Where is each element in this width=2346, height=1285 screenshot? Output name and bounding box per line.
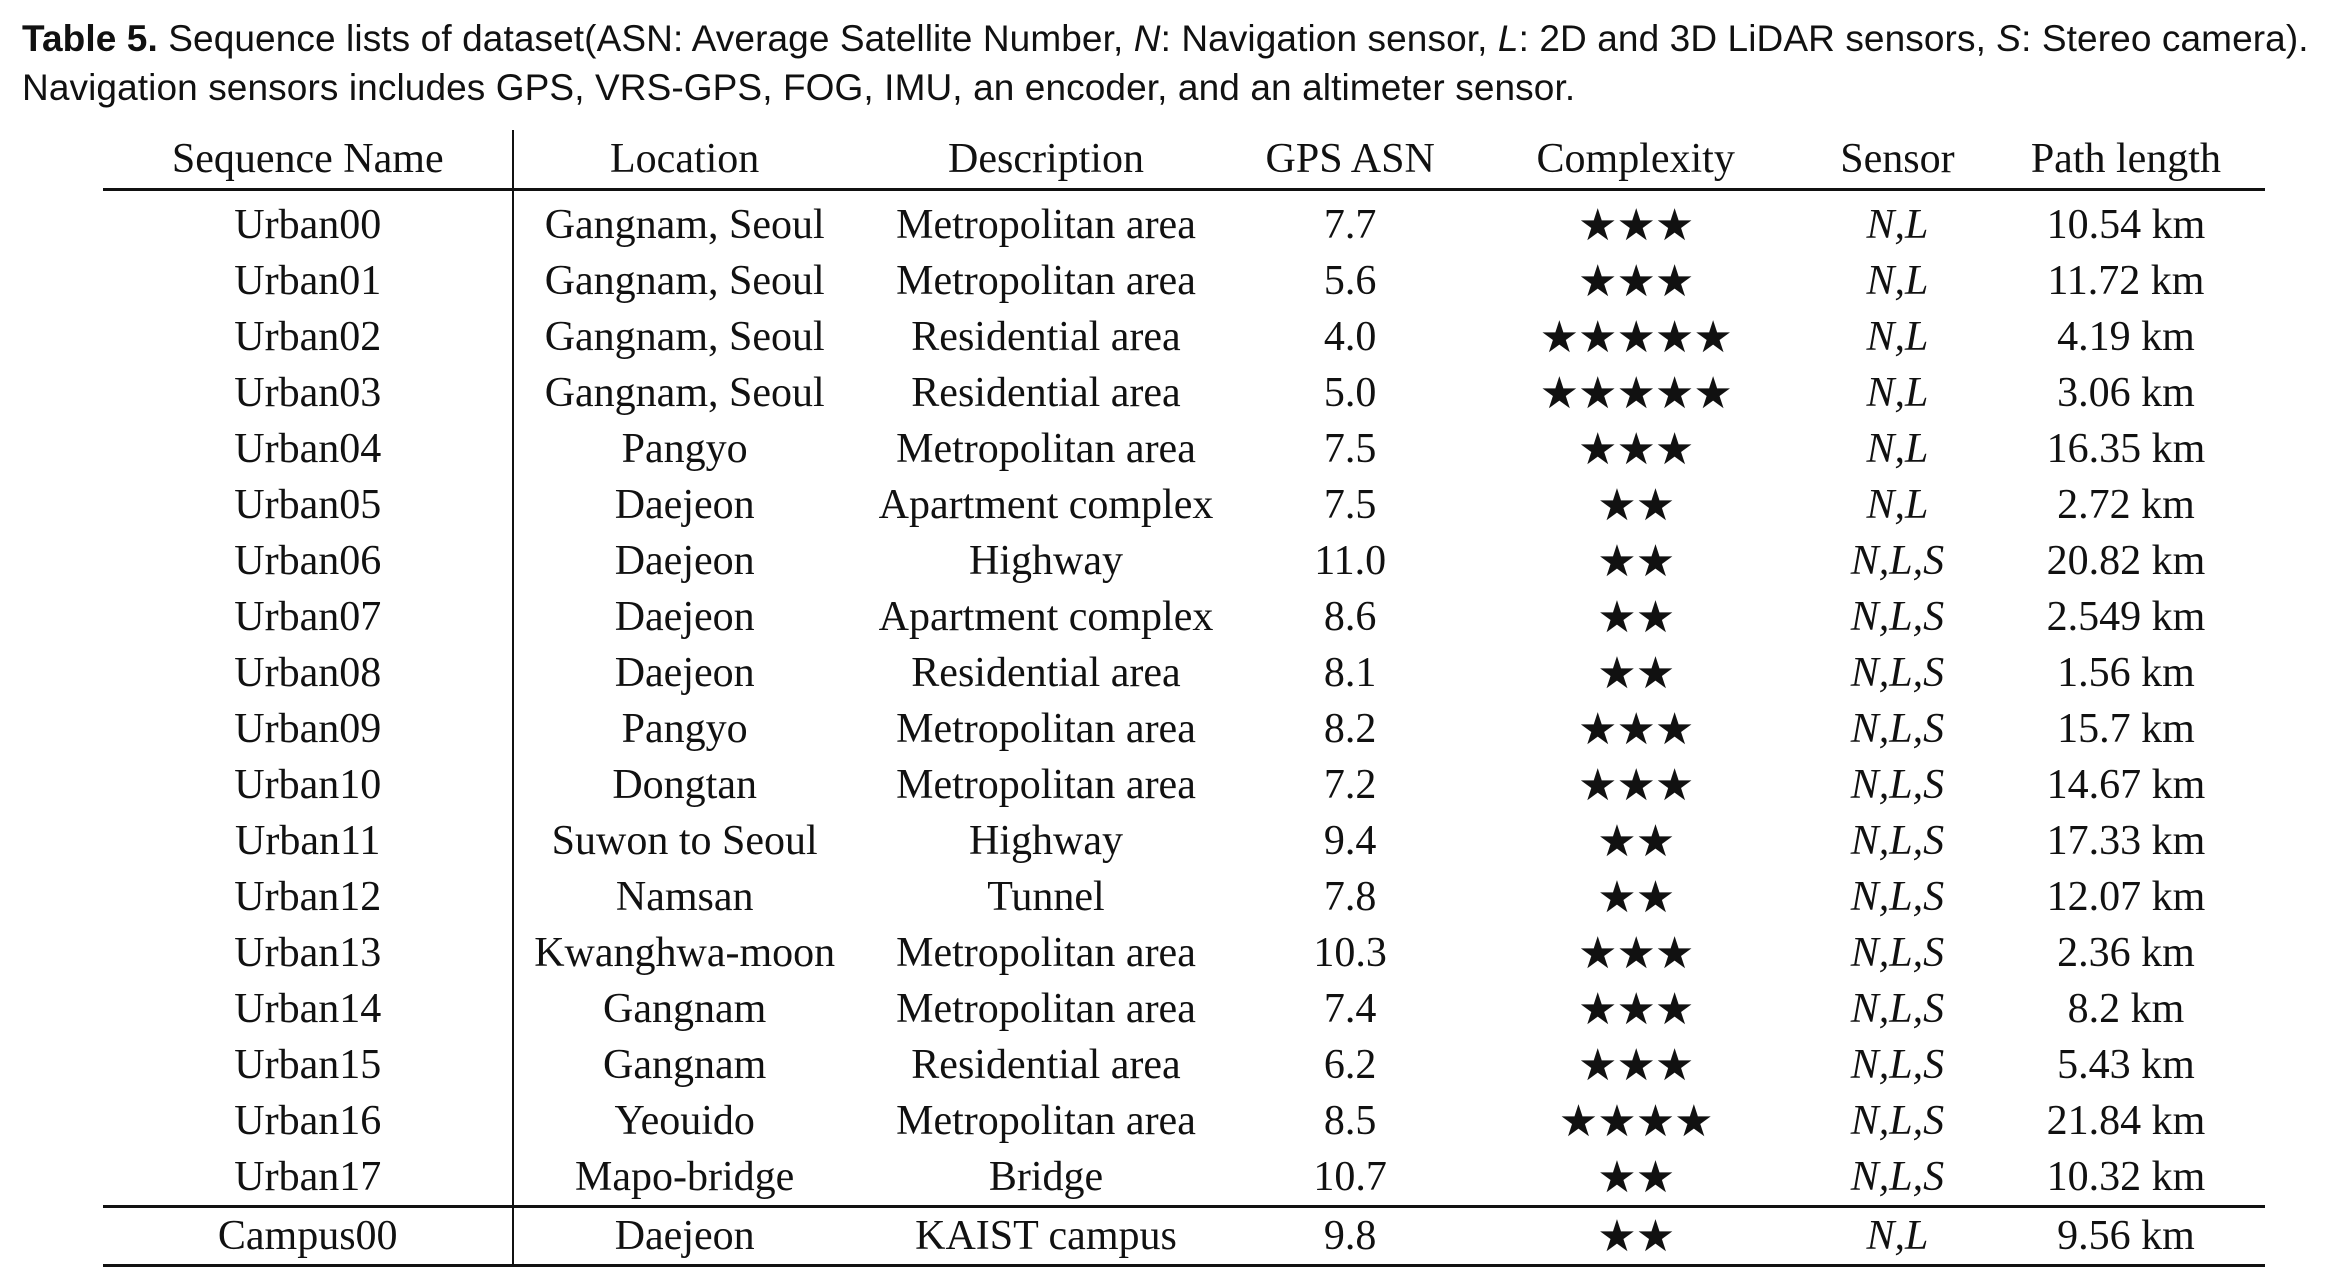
cell-description: Residential area	[911, 314, 1181, 360]
cell-location: Daejeon	[614, 594, 755, 640]
table-row	[103, 365, 2265, 421]
cell-path-length: 14.67 km	[2046, 762, 2206, 808]
table-row	[103, 477, 2265, 533]
cell-gps-asn: 10.7	[1313, 1154, 1387, 1200]
cell-sensor: N,L,S	[1850, 986, 1945, 1032]
cell-description: Metropolitan area	[896, 1098, 1196, 1144]
cell-sensor: N,L	[1866, 202, 1929, 248]
cell-sequence-name: Campus00	[103, 1207, 513, 1266]
cell-location: Pangyo	[621, 706, 748, 752]
table-caption	[22, 14, 2332, 112]
table-row	[103, 925, 2265, 981]
table-row	[103, 757, 2265, 813]
cell-location: Gangnam	[603, 1042, 767, 1088]
cell-complexity-stars: ★★	[1597, 479, 1675, 531]
cell-sensor: N,L,S	[1850, 1098, 1945, 1144]
cell-sensor: N,L	[1866, 258, 1929, 304]
caption-label: Table 5.	[22, 18, 158, 59]
cell-sequence-name: Urban04	[103, 421, 513, 477]
cell-path-length: 2.549 km	[2046, 594, 2206, 640]
header-description: Description	[855, 130, 1237, 190]
cell-description: Metropolitan area	[896, 426, 1196, 472]
cell-sequence-name: Urban03	[103, 365, 513, 421]
cell-sensor: N,L,S	[1850, 874, 1945, 920]
table-row	[103, 421, 2265, 477]
cell-sequence-name: Urban08	[103, 645, 513, 701]
cell-gps-asn: 9.4	[1323, 818, 1377, 864]
cell-path-length: 5.43 km	[2057, 1042, 2195, 1088]
cell-sequence-name: Urban05	[103, 477, 513, 533]
cell-complexity-stars: ★★	[1597, 871, 1675, 923]
cell-location: Gangnam, Seoul	[544, 202, 825, 248]
header-path-length: Path length	[1987, 130, 2265, 190]
cell-description: Metropolitan area	[896, 258, 1196, 304]
cell-sensor: N,L	[1866, 314, 1929, 360]
cell-gps-asn: 6.2	[1323, 1042, 1377, 1088]
cell-description: Metropolitan area	[896, 762, 1196, 808]
cell-description: Residential area	[911, 370, 1181, 416]
cell-sequence-name: Urban10	[103, 757, 513, 813]
cell-gps-asn: 7.7	[1323, 202, 1377, 248]
cell-path-length: 2.72 km	[2057, 482, 2195, 528]
cell-location: Kwanghwa-moon	[534, 930, 836, 976]
cell-description: Highway	[969, 818, 1123, 864]
cell-path-length: 21.84 km	[2046, 1098, 2206, 1144]
cell-complexity-stars: ★★	[1597, 1151, 1675, 1203]
cell-gps-asn: 7.8	[1323, 874, 1377, 920]
cell-location: Pangyo	[621, 426, 748, 472]
cell-sensor: N,L,S	[1850, 650, 1945, 696]
cell-gps-asn: 8.5	[1323, 1098, 1377, 1144]
cell-sensor: N,L	[1866, 482, 1929, 528]
cell-sensor: N,L,S	[1850, 818, 1945, 864]
table-row	[103, 813, 2265, 869]
cell-complexity-stars: ★★★	[1578, 255, 1694, 307]
cell-location: Gangnam, Seoul	[544, 314, 825, 360]
cell-sensor: N,L	[1808, 1207, 1987, 1266]
cell-description: Residential area	[911, 1042, 1181, 1088]
cell-sequence-name: Urban17	[103, 1149, 513, 1207]
cell-description: Tunnel	[987, 874, 1105, 920]
cell-complexity-stars: ★★★	[1578, 703, 1694, 755]
cell-location: Namsan	[615, 874, 754, 920]
cell-path-length: 12.07 km	[2046, 874, 2206, 920]
cell-sequence-name: Urban01	[103, 253, 513, 309]
cell-location: Gangnam	[603, 986, 767, 1032]
cell-sequence-name: Urban07	[103, 589, 513, 645]
cell-complexity-stars: ★★	[1597, 535, 1675, 587]
cell-description: Metropolitan area	[896, 202, 1196, 248]
table-row	[103, 1037, 2265, 1093]
cell-sequence-name: Urban09	[103, 701, 513, 757]
cell-description: Metropolitan area	[896, 986, 1196, 1032]
cell-complexity-stars: ★★	[1597, 647, 1675, 699]
cell-location: Gangnam, Seoul	[544, 370, 825, 416]
cell-path-length: 8.2 km	[2067, 986, 2185, 1032]
cell-description: Apartment complex	[878, 482, 1214, 528]
cell-description: KAIST campus	[855, 1207, 1237, 1266]
header-gps-asn: GPS ASN	[1237, 130, 1463, 190]
cell-description: Metropolitan area	[896, 930, 1196, 976]
table-row-campus	[103, 1207, 2265, 1266]
cell-sensor: N,L,S	[1850, 762, 1945, 808]
cell-path-length: 3.06 km	[2057, 370, 2195, 416]
cell-path-length: 2.36 km	[2057, 930, 2195, 976]
table-row	[103, 309, 2265, 365]
cell-complexity-stars: ★★★★	[1558, 1095, 1713, 1147]
cell-location: Suwon to Seoul	[551, 818, 818, 864]
table-row	[103, 253, 2265, 309]
cell-description: Highway	[969, 538, 1123, 584]
table-row	[103, 1093, 2265, 1149]
header-complexity: Complexity	[1463, 130, 1808, 190]
cell-sequence-name: Urban02	[103, 309, 513, 365]
cell-gps-asn: 7.2	[1323, 762, 1377, 808]
sequence-table	[103, 130, 2265, 1267]
cell-location: Mapo-bridge	[575, 1154, 795, 1200]
cell-complexity-stars: ★★	[1463, 1207, 1808, 1266]
cell-sequence-name: Urban11	[103, 813, 513, 869]
cell-gps-asn: 7.5	[1323, 426, 1377, 472]
header-sensor: Sensor	[1808, 130, 1987, 190]
table-body	[103, 190, 2265, 1207]
cell-path-length: 10.54 km	[2046, 202, 2206, 248]
cell-sequence-name: Urban13	[103, 925, 513, 981]
cell-description: Residential area	[911, 650, 1181, 696]
table-row	[103, 981, 2265, 1037]
cell-gps-asn: 5.0	[1323, 370, 1377, 416]
cell-sensor: N,L,S	[1850, 1154, 1945, 1200]
cell-sequence-name: Urban14	[103, 981, 513, 1037]
cell-complexity-stars: ★★★	[1578, 983, 1694, 1035]
cell-path-length: 9.56 km	[1987, 1207, 2265, 1266]
header-location: Location	[513, 130, 854, 190]
cell-sensor: N,L,S	[1850, 706, 1945, 752]
table-row	[103, 869, 2265, 925]
cell-path-length: 4.19 km	[2057, 314, 2195, 360]
cell-location: Dongtan	[612, 762, 757, 808]
cell-sensor: N,L,S	[1850, 1042, 1945, 1088]
cell-location: Daejeon	[614, 482, 755, 528]
table-row	[103, 701, 2265, 757]
cell-sequence-name: Urban16	[103, 1093, 513, 1149]
header-row	[103, 130, 2265, 190]
cell-location: Yeouido	[614, 1098, 755, 1144]
cell-sequence-name: Urban15	[103, 1037, 513, 1093]
cell-gps-asn: 8.1	[1323, 650, 1377, 696]
cell-complexity-stars: ★★★	[1578, 759, 1694, 811]
cell-gps-asn: 5.6	[1323, 258, 1377, 304]
cell-complexity-stars: ★★★	[1578, 1039, 1694, 1091]
table-row	[103, 533, 2265, 589]
cell-sequence-name: Urban06	[103, 533, 513, 589]
cell-path-length: 20.82 km	[2046, 538, 2206, 584]
table-row	[103, 645, 2265, 701]
table-row	[103, 589, 2265, 645]
cell-location: Daejeon	[614, 538, 755, 584]
cell-path-length: 16.35 km	[2046, 426, 2206, 472]
cell-complexity-stars: ★★★	[1578, 199, 1694, 251]
cell-description: Metropolitan area	[896, 706, 1196, 752]
table-row	[103, 1149, 2265, 1207]
cell-gps-asn: 9.8	[1237, 1207, 1463, 1266]
cell-location: Daejeon	[614, 650, 755, 696]
cell-location: Gangnam, Seoul	[544, 258, 825, 304]
cell-sensor: N,L,S	[1850, 594, 1945, 640]
cell-path-length: 1.56 km	[2057, 650, 2195, 696]
cell-gps-asn: 4.0	[1323, 314, 1377, 360]
cell-gps-asn: 10.3	[1313, 930, 1387, 976]
cell-location: Daejeon	[513, 1207, 854, 1266]
cell-complexity-stars: ★★	[1597, 591, 1675, 643]
cell-sequence-name: Urban00	[103, 190, 513, 254]
cell-path-length: 10.32 km	[2046, 1154, 2206, 1200]
cell-description: Apartment complex	[878, 594, 1214, 640]
cell-sensor: N,L,S	[1850, 538, 1945, 584]
cell-sequence-name: Urban12	[103, 869, 513, 925]
cell-gps-asn: 7.4	[1323, 986, 1377, 1032]
cell-sensor: N,L,S	[1850, 930, 1945, 976]
cell-gps-asn: 8.6	[1323, 594, 1377, 640]
cell-sensor: N,L	[1866, 426, 1929, 472]
cell-description: Bridge	[988, 1154, 1104, 1200]
cell-sensor: N,L	[1866, 370, 1929, 416]
cell-complexity-stars: ★★★	[1578, 927, 1694, 979]
cell-gps-asn: 7.5	[1323, 482, 1377, 528]
cell-path-length: 17.33 km	[2046, 818, 2206, 864]
table-row	[103, 190, 2265, 254]
header-sequence-name: Sequence Name	[103, 130, 513, 190]
cell-complexity-stars: ★★★★★	[1539, 311, 1732, 363]
cell-path-length: 11.72 km	[2047, 258, 2205, 304]
cell-gps-asn: 11.0	[1314, 538, 1387, 584]
cell-gps-asn: 8.2	[1323, 706, 1377, 752]
cell-complexity-stars: ★★★	[1578, 423, 1694, 475]
cell-complexity-stars: ★★★★★	[1539, 367, 1732, 419]
caption-text: Sequence lists of dataset(ASN: Average Satellite Number, N: Navigation sensor, L: 2D and 3D LiDAR sensors, S: Stereo camera). Navigation sensors includes GPS, VRS-GPS, FOG, IMU, an encoder, and an altimeter sensor.	[22, 18, 2309, 108]
cell-complexity-stars: ★★	[1597, 815, 1675, 867]
cell-path-length: 15.7 km	[2057, 706, 2195, 752]
